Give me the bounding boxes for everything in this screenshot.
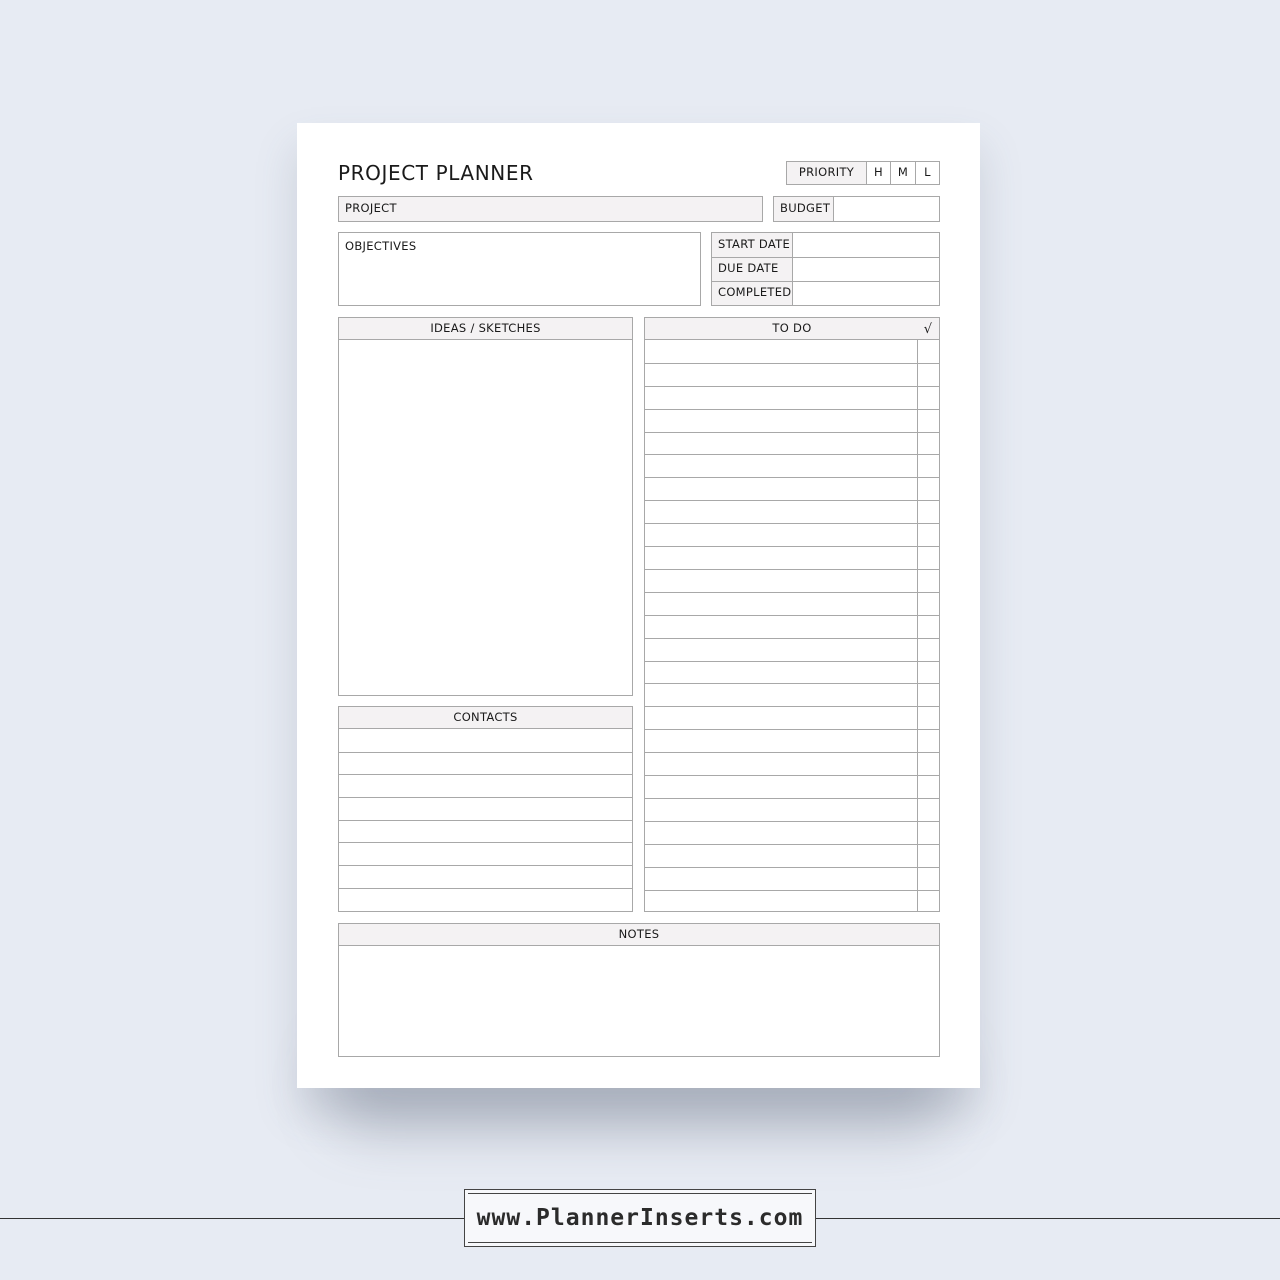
start-date-field[interactable] xyxy=(793,233,939,257)
start-date-label: START DATE xyxy=(718,237,791,252)
todo-checkbox[interactable] xyxy=(917,593,939,615)
todo-row[interactable] xyxy=(645,639,939,662)
ideas-box[interactable] xyxy=(338,317,633,696)
todo-row[interactable] xyxy=(645,410,939,433)
due-date-label: DUE DATE xyxy=(718,261,779,276)
footer-badge xyxy=(464,1189,816,1247)
todo-row[interactable] xyxy=(645,616,939,639)
contact-row[interactable] xyxy=(339,798,632,821)
notes-box[interactable] xyxy=(338,923,940,1057)
todo-checkbox[interactable] xyxy=(917,685,939,707)
todo-checkbox[interactable] xyxy=(917,868,939,890)
todo-checkbox[interactable] xyxy=(917,822,939,844)
todo-row[interactable] xyxy=(645,433,939,456)
todo-checkbox[interactable] xyxy=(917,478,939,500)
todo-row[interactable] xyxy=(645,501,939,524)
footer-inner xyxy=(468,1193,812,1243)
todo-row[interactable] xyxy=(645,845,939,868)
contact-row[interactable] xyxy=(339,844,632,867)
todo-checkbox[interactable] xyxy=(917,501,939,523)
todo-row[interactable] xyxy=(645,456,939,479)
contact-row[interactable] xyxy=(339,866,632,889)
due-date-field[interactable] xyxy=(793,258,939,281)
page-title: PROJECT PLANNER xyxy=(338,161,534,185)
project-label: PROJECT xyxy=(345,201,397,216)
todo-checkbox[interactable] xyxy=(917,707,939,729)
todo-row[interactable] xyxy=(645,799,939,822)
contact-row[interactable] xyxy=(339,775,632,798)
todo-checkbox[interactable] xyxy=(917,456,939,478)
todo-row[interactable] xyxy=(645,547,939,570)
todo-row[interactable] xyxy=(645,707,939,730)
todo-row[interactable] xyxy=(645,524,939,547)
footer-rule-right xyxy=(816,1218,1280,1219)
todo-row[interactable] xyxy=(645,822,939,845)
contact-row[interactable] xyxy=(339,753,632,776)
todo-checkbox[interactable] xyxy=(917,387,939,409)
notes-header: NOTES xyxy=(339,924,939,946)
todo-row[interactable] xyxy=(645,868,939,891)
todo-header xyxy=(645,318,939,340)
todo-checkbox[interactable] xyxy=(917,799,939,821)
priority-low-option[interactable]: L xyxy=(915,162,939,184)
todo-checkbox[interactable] xyxy=(917,753,939,775)
todo-checkbox[interactable] xyxy=(917,776,939,798)
todo-row[interactable] xyxy=(645,570,939,593)
contacts-table xyxy=(338,706,633,912)
priority-box xyxy=(786,161,940,185)
todo-checkbox[interactable] xyxy=(917,730,939,752)
todo-checkbox[interactable] xyxy=(917,639,939,661)
todo-checkbox[interactable] xyxy=(917,570,939,592)
todo-checkbox[interactable] xyxy=(917,616,939,638)
budget-field[interactable] xyxy=(773,196,940,222)
todo-checkbox[interactable] xyxy=(917,891,939,914)
objectives-box[interactable] xyxy=(338,232,701,306)
todo-label: TO DO xyxy=(772,321,812,336)
todo-row[interactable] xyxy=(645,662,939,685)
todo-row[interactable] xyxy=(645,685,939,708)
contact-row[interactable] xyxy=(339,730,632,753)
todo-checkbox[interactable] xyxy=(917,547,939,569)
todo-row[interactable] xyxy=(645,364,939,387)
todo-checkbox[interactable] xyxy=(917,662,939,684)
priority-high-option[interactable]: H xyxy=(866,162,890,184)
budget-label: BUDGET xyxy=(774,197,833,221)
objectives-label: OBJECTIVES xyxy=(345,239,417,253)
contact-row[interactable] xyxy=(339,821,632,844)
ideas-header: IDEAS / SKETCHES xyxy=(339,318,632,340)
footer-url[interactable]: www.PlannerInserts.com xyxy=(476,1205,804,1231)
todo-checkbox[interactable] xyxy=(917,364,939,386)
todo-table xyxy=(644,317,940,912)
todo-row[interactable] xyxy=(645,891,939,914)
priority-medium-option[interactable]: M xyxy=(890,162,915,184)
checkmark-icon: √ xyxy=(923,321,933,337)
todo-row[interactable] xyxy=(645,730,939,753)
todo-checkbox[interactable] xyxy=(917,341,939,363)
todo-row[interactable] xyxy=(645,341,939,364)
todo-checkbox[interactable] xyxy=(917,524,939,546)
contact-row[interactable] xyxy=(339,889,632,912)
planner-page xyxy=(297,123,980,1088)
project-field[interactable] xyxy=(338,196,763,222)
priority-label: PRIORITY xyxy=(798,165,855,180)
todo-row[interactable] xyxy=(645,593,939,616)
contacts-header: CONTACTS xyxy=(339,707,632,729)
completed-label: COMPLETED xyxy=(718,285,792,300)
todo-row[interactable] xyxy=(645,776,939,799)
todo-checkbox[interactable] xyxy=(917,433,939,455)
divider xyxy=(833,197,834,221)
todo-row[interactable] xyxy=(645,387,939,410)
footer-rule-left xyxy=(0,1218,464,1219)
completed-field[interactable] xyxy=(793,282,939,305)
todo-row[interactable] xyxy=(645,753,939,776)
dates-table xyxy=(711,232,940,306)
todo-row[interactable] xyxy=(645,478,939,501)
todo-checkbox[interactable] xyxy=(917,410,939,432)
todo-checkbox[interactable] xyxy=(917,845,939,867)
